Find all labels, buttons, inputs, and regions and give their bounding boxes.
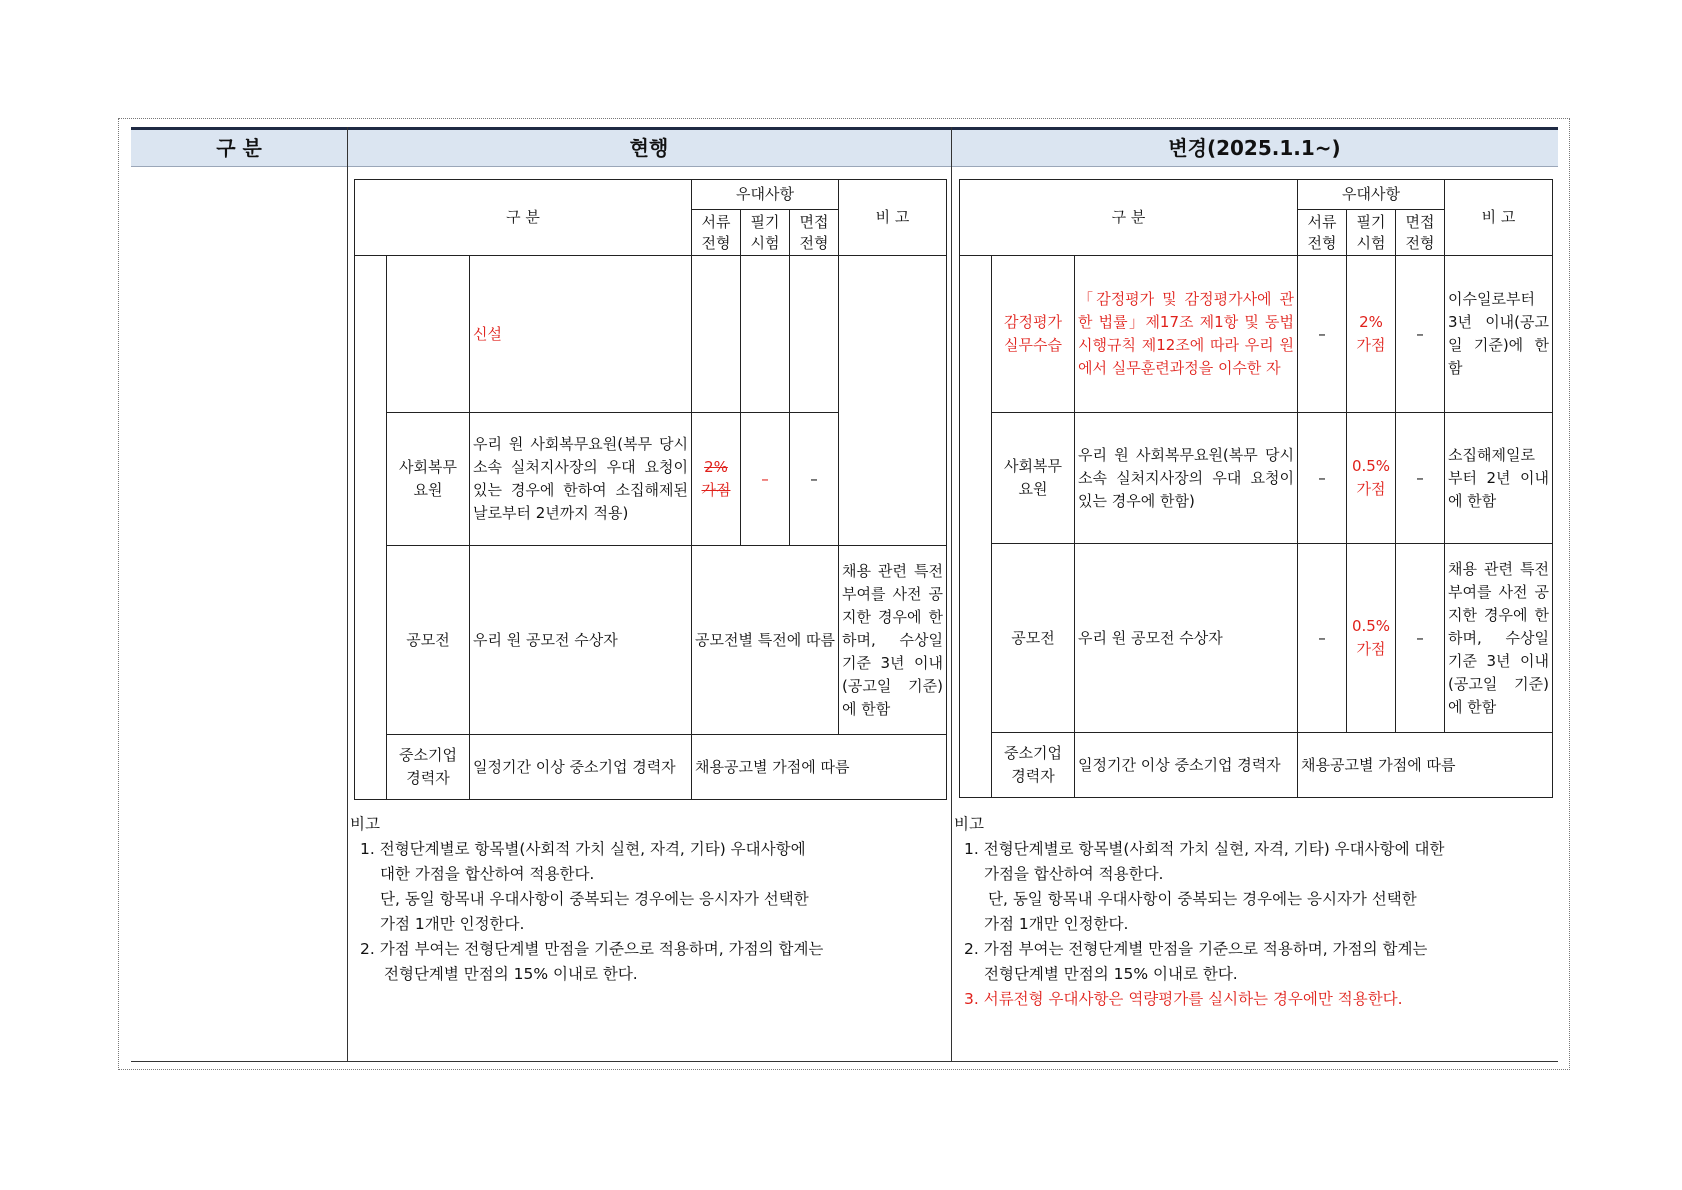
current-preference-table xyxy=(354,179,947,800)
current-note-line: 2. 가점 부여는 전형단계별 만점을 기준으로 적용하며, 가점의 합계는 xyxy=(360,940,824,958)
changed-note-line: 전형단계별 만점의 15% 이내로 한다. xyxy=(984,965,1238,983)
header-row xyxy=(131,127,1558,167)
header-changed: 변경(2025.1.1~) xyxy=(1168,136,1341,160)
current-note-line: 전형단계별 만점의 15% 이내로 한다. xyxy=(384,965,638,983)
changed-row3-written: 0.5% 가점 xyxy=(1347,544,1396,733)
changed-note-line-new: 3. 서류전형 우대사항은 역량평가를 실시하는 경우에만 적용한다. xyxy=(964,990,1403,1008)
current-th-category: 구 분 xyxy=(355,180,692,256)
changed-th-remark: 비 고 xyxy=(1445,180,1553,256)
current-note-line: 대한 가점을 합산하여 적용한다. xyxy=(380,865,595,883)
changed-note-line: 2. 가점 부여는 전형단계별 만점을 기준으로 적용하며, 가점의 합계는 xyxy=(964,940,1428,958)
changed-row4-name: 중소기업 경력자 xyxy=(992,733,1075,798)
changed-row1-interview: – xyxy=(1396,256,1445,413)
changed-row2-written: 0.5% 가점 xyxy=(1347,413,1396,544)
current-row2-desc: 우리 원 사회복무요원(복무 당시 소속 실처지사장의 우대 요청이 있는 경우에 한하여 소집해제된 날로부터 2년까지 적용) xyxy=(470,413,692,546)
changed-note-line: 1. 전형단계별로 항목별(사회적 가치 실현, 자격, 기타) 우대사항에 대한 xyxy=(964,840,1445,858)
changed-row2-desc: 우리 원 사회복무요원(복무 당시 소속 실처지사장의 우대 요청이 있는 경우에 한함) xyxy=(1075,413,1298,544)
current-row4-merged: 채용공고별 가점에 따름 xyxy=(692,735,947,800)
changed-preference-table xyxy=(959,179,1553,798)
column-divider xyxy=(951,127,952,1062)
changed-th-category: 구 분 xyxy=(960,180,1298,256)
current-note-line: 단, 동일 항목내 우대사항이 중복되는 경우에는 응시자가 선택한 xyxy=(380,890,809,908)
changed-row3-name: 공모전 xyxy=(992,544,1075,733)
changed-row1-written: 2% 가점 xyxy=(1347,256,1396,413)
changed-note-line: 단, 동일 항목내 우대사항이 중복되는 경우에는 응시자가 선택한 xyxy=(988,890,1417,908)
table-bottom-rule xyxy=(131,1061,1558,1062)
current-row2-doc: 2% 가점 xyxy=(692,413,741,546)
current-row4-desc: 일정기간 이상 중소기업 경력자 xyxy=(470,735,692,800)
changed-note-line: 가점을 합산하여 적용한다. xyxy=(984,865,1164,883)
current-row1-written xyxy=(741,256,790,413)
changed-row2-remark: 소집해제일로부터 2년 이내에 한함 xyxy=(1445,413,1553,544)
current-row1-doc xyxy=(692,256,741,413)
current-row4-name: 중소기업 경력자 xyxy=(387,735,470,800)
changed-row3-desc: 우리 원 공모전 수상자 xyxy=(1075,544,1298,733)
changed-th-preference: 우대사항 xyxy=(1298,180,1445,210)
current-th-interview: 면접 전형 xyxy=(790,210,839,256)
current-note-line: 가점 1개만 인정한다. xyxy=(380,915,525,933)
changed-row1-desc: 「감정평가 및 감정평가사에 관한 법률」제17조 제1항 및 동법 시행규칙 제12조에 따라 우리 원에서 실무훈련과정을 이수한 자 xyxy=(1075,256,1298,413)
current-row2-interview: – xyxy=(790,413,839,546)
changed-row2-doc: – xyxy=(1298,413,1347,544)
current-row3-remark: 채용 관련 특전 부여를 사전 공지한 경우에 한하며, 수상일 기준 3년 이내(공고일 기준)에 한함 xyxy=(839,546,947,735)
changed-row3-interview: – xyxy=(1396,544,1445,733)
current-notes xyxy=(350,812,823,987)
current-th-doc: 서류 전형 xyxy=(692,210,741,256)
header-current: 현행 xyxy=(629,136,669,160)
current-th-preference: 우대사항 xyxy=(692,180,839,210)
column-divider xyxy=(347,127,348,1062)
changed-notes xyxy=(954,812,1444,1012)
current-row1-desc: 신설 xyxy=(470,256,692,413)
changed-row3-doc: – xyxy=(1298,544,1347,733)
changed-row2-name: 사회복무 요원 xyxy=(992,413,1075,544)
current-row2-written: – xyxy=(741,413,790,546)
changed-group-cell xyxy=(960,256,992,798)
current-row3-merged: 공모전별 특전에 따름 xyxy=(692,546,839,735)
current-row1-name xyxy=(387,256,470,413)
changed-row4-merged: 채용공고별 가점에 따름 xyxy=(1298,733,1553,798)
current-row3-desc: 우리 원 공모전 수상자 xyxy=(470,546,692,735)
current-group-cell xyxy=(355,256,387,800)
comparison-table xyxy=(131,127,1558,1062)
current-note-line: 1. 전형단계별로 항목별(사회적 가치 실현, 자격, 기타) 우대사항에 xyxy=(360,840,806,858)
changed-row1-remark: 이수일로부터 3년 이내(공고일 기준)에 한함 xyxy=(1445,256,1553,413)
current-row2-name: 사회복무 요원 xyxy=(387,413,470,546)
current-th-written: 필기 시험 xyxy=(741,210,790,256)
current-th-remark: 비 고 xyxy=(839,180,947,256)
changed-notes-title: 비고 xyxy=(954,815,984,833)
current-row1-interview xyxy=(790,256,839,413)
changed-row1-doc: – xyxy=(1298,256,1347,413)
changed-row3-remark: 채용 관련 특전 부여를 사전 공지한 경우에 한하며, 수상일 기준 3년 이내(공고일 기준)에 한함 xyxy=(1445,544,1553,733)
changed-row1-name: 감정평가 실무수습 xyxy=(992,256,1075,413)
changed-th-doc: 서류 전형 xyxy=(1298,210,1347,256)
current-row3-name: 공모전 xyxy=(387,546,470,735)
changed-row2-interview: – xyxy=(1396,413,1445,544)
changed-th-interview: 면접 전형 xyxy=(1396,210,1445,256)
changed-th-written: 필기 시험 xyxy=(1347,210,1396,256)
current-notes-title: 비고 xyxy=(350,815,380,833)
changed-row4-desc: 일정기간 이상 중소기업 경력자 xyxy=(1075,733,1298,798)
current-row1-remark xyxy=(839,256,947,546)
changed-note-line: 가점 1개만 인정한다. xyxy=(984,915,1129,933)
header-category: 구 분 xyxy=(216,136,262,160)
